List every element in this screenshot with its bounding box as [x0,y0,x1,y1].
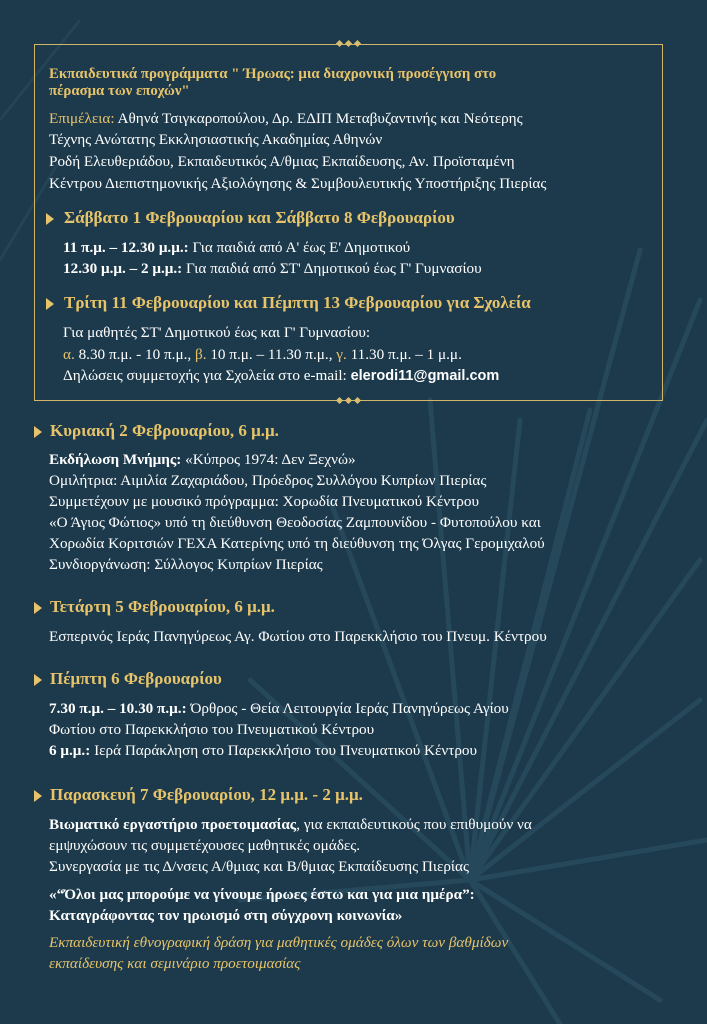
sunday-line2: Ομιλήτρια: Αιμιλία Ζαχαριάδου, Πρόεδρος Συλλόγου Κυπρίων Πιερίας [49,472,487,489]
saturday-slot1 [63,238,410,258]
editors-text1: Αθηνά Τσιγκαροπούλου, Δρ. ΕΔΙΠ Μεταβυζαντινής και Νεότερης [114,110,523,127]
sunday-heading: Κυριακή 2 Φεβρουαρίου, 6 μ.μ. [50,421,279,440]
arrow-icon [34,674,42,686]
program-title-line1: Εκπαιδευτικά προγράμματα " Ήρωας: μια διαχρονική προσέγγιση στο [49,66,497,82]
sunday-line3: Συμμετέχουν με μουσικό πρόγραμμα: Χορωδία Πνευματικού Κέντρου [49,493,479,510]
sunday-line4: «Ο Άγιος Φώτιος» υπό τη διεύθυνση Θεοδοσίας Ζαμπουνίδου - Φυτοπούλου και [49,514,541,531]
thursday-time1: 7.30 π.μ. – 10.30 π.μ.: [49,700,187,717]
friday-line3: Συνεργασία με τις Δ/νσεις Α/θμιας και Β/θμιας Εκπαίδευσης Πιερίας [49,858,469,875]
thursday-heading: Πέμπτη 6 Φεβρουαρίου [50,669,222,688]
program-title-line2: πέρασμα των εποχών" [49,83,190,99]
saturday-slot2 [63,259,482,279]
slot-b-time: 10 π.μ. – 11.30 π.μ., [206,346,337,363]
email-link[interactable]: elerodi11@gmail.com [350,368,500,384]
sunday-line6: Συνδιοργάνωση: Σύλλογος Κυπρίων Πιερίας [49,556,323,573]
friday-bold1: Βιωματικό εργαστήριο προετοιμασίας [49,816,297,833]
saturday-time2: 12.30 μ.μ. – 2 μ.μ.: [63,260,183,277]
thursday-desc1: Όρθρος - Θεία Λειτουργία Ιεράς Πανηγύρεως Αγίου [186,700,509,717]
saturday-desc1: Για παιδιά από Α' έως Ε' Δημοτικού [188,239,411,256]
saturday-desc2: Για παιδιά από ΣΤ' Δημοτικού έως Γ' Γυμνασίου [182,260,482,277]
sunday-line5: Χορωδία Κοριτσιών ΓΕΧΑ Κατερίνης υπό τη διεύθυνση της Όλγας Γερομιχαλού [49,535,545,552]
friday-italic2: εκπαίδευσης και σεμινάριο προετοιμασίας [49,955,301,972]
friday-italic1: Εκπαιδευτική εθνογραφική δράση για μαθητικές ομάδες όλων των βαθμίδων [49,934,509,951]
slot-a-time: 8.30 π.μ. - 10 π.μ., [74,346,195,363]
thursday-line2: Φωτίου στο Παρεκκλήσιο του Πνευματικού Κέντρου [49,721,375,738]
friday-heading: Παρασκευή 7 Φεβρουαρίου, 12 μ.μ. - 2 μ.μ. [50,785,363,804]
thursday-desc2: Ιερά Παράκληση στο Παρεκκλήσιο του Πνευματικού Κέντρου [90,742,478,759]
editors-line4: Κέντρου Διεπιστημονικής Αξιολόγησης & Συμβουλευτικής Υποστήριξης Πιερίας [49,175,547,192]
arrow-icon [34,602,42,614]
friday-quote1: «“Όλοι μας μπορούμε να γίνουμε ήρωες έστω και για μια ημέρα”: [49,886,475,903]
thursday-line3 [49,741,477,761]
slot-b-label: β. [194,346,207,363]
arrow-icon [46,298,54,310]
thursday-line1 [49,699,509,719]
saturday-heading: Σάββατο 1 Φεβρουαρίου και Σάββατο 8 Φεβρουαρίου [64,208,455,227]
wednesday-line1: Εσπερινός Ιεράς Πανηγύρεως Αγ. Φωτίου στο Παρεκκλήσιο του Πνευμ. Κέντρου [49,628,547,645]
arrow-icon [34,426,42,438]
editors-line3: Ροδή Ελευθεριάδου, Εκπαιδευτικός Α/θμιας Εκπαίδευσης, Αν. Προϊσταμένη [49,153,515,170]
slot-a-label: α. [63,346,75,363]
wednesday-heading: Τετάρτη 5 Φεβρουαρίου, 6 μ.μ. [50,597,275,616]
tuesday-heading: Τρίτη 11 Φεβρουαρίου και Πέμπτη 13 Φεβρουαρίου για Σχολεία [64,293,531,312]
tuesday-line1: Για μαθητές ΣΤ' Δημοτικού έως και Γ' Γυμνασίου: [63,324,371,341]
sunday-line1 [49,450,356,470]
ornament-top [335,39,363,49]
ornament-bottom [335,396,363,406]
friday-line2: εμψυχώσουν τις συμμετέχουσες μαθητικές ομάδες. [49,837,361,854]
slot-c-label: γ. [336,346,347,363]
registration-text: Δηλώσεις συμμετοχής για Σχολεία στο e-mail: [63,367,351,384]
editors-line1 [49,109,523,129]
friday-quote2: Καταγράφοντας τον ηρωισμό στη σύγχρονη κοινωνία» [49,907,403,924]
sunday-label: Εκδήλωση Μνήμης: [49,451,182,468]
arrow-icon [34,790,42,802]
editors-line2: Τέχνης Ανώτατης Εκκλησιαστικής Ακαδημίας Αθηνών [49,131,383,148]
saturday-time1: 11 π.μ. – 12.30 μ.μ.: [63,239,189,256]
arrow-icon [46,213,54,225]
sunday-title: «Κύπρος 1974: Δεν Ξεχνώ» [181,451,356,468]
friday-line1 [49,815,532,835]
friday-text1: , για εκπαιδευτικούς που επιθυμούν να [296,816,532,833]
registration-line [63,366,499,386]
tuesday-slots [63,345,462,365]
thursday-time2: 6 μ.μ.: [49,742,91,759]
slot-c-time: 11.30 π.μ. – 1 μ.μ. [346,346,462,363]
editors-label: Επιμέλεια: [49,110,115,127]
